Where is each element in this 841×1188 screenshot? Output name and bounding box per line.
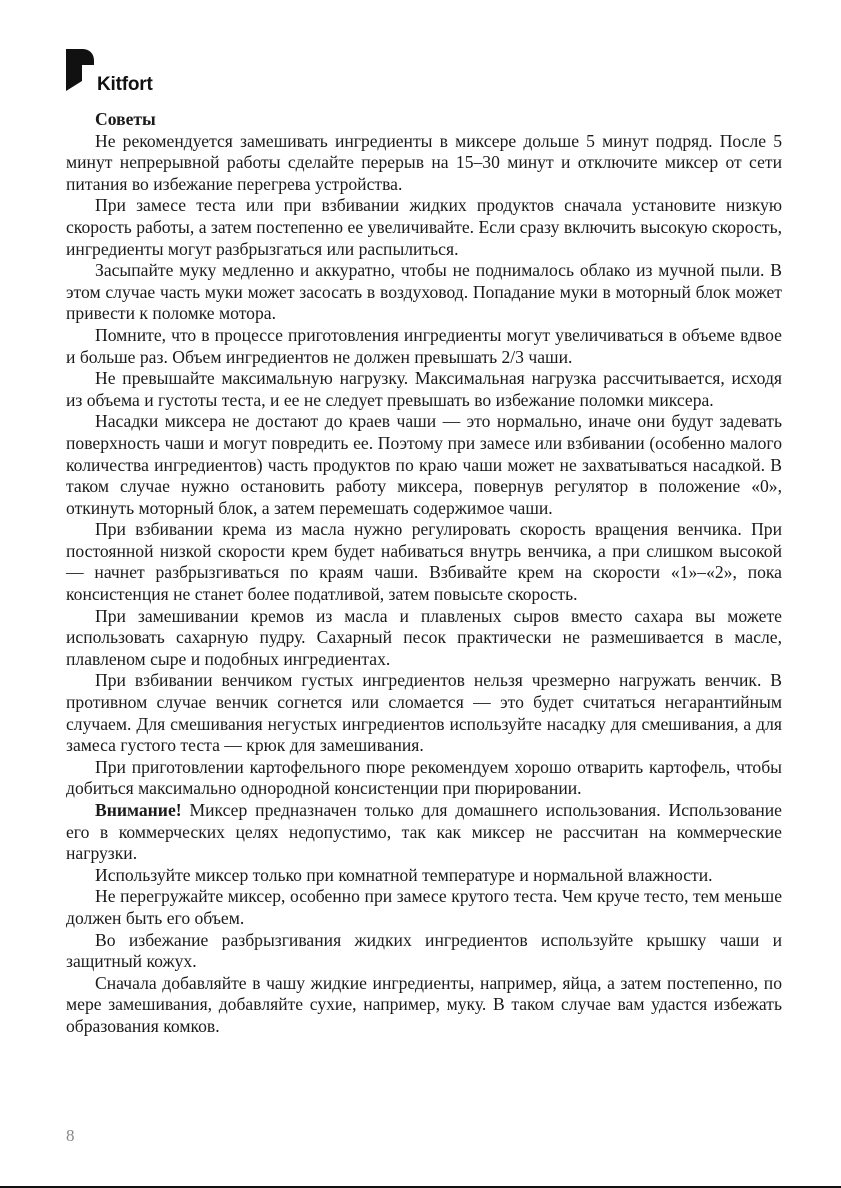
warning-paragraph	[66, 800, 782, 865]
paragraph: Сначала добавляйте в чашу жидкие ингредиенты, например, яйца, а затем постепенно, по мере замешивания, добавляйте сухие, например, муку. В таком случае вам удастся избежать образования комков.	[66, 972, 782, 1036]
paragraph: Засыпайте муку медленно и аккуратно, чтобы не поднималось облако из мучной пыли. В этом случае часть муки может засосать в воздуховод. Попадание муки в моторный блок может привести к поломке мотора.	[66, 260, 782, 324]
paragraph: Насадки миксера не достают до краев чаши — это нормально, иначе они будут задевать поверхность чаши и могут повредить ее. Поэтому при замесе или взбивании (особенно малого количества ингредиентов) часть продуктов по краю чаши может не захватываться насадкой. В таком случае нужно остановить работу миксера, повернув регулятор в положение «0», откинуть моторный блок, а затем перемешать содержимое чаши.	[66, 411, 782, 518]
section-title: Советы	[95, 109, 156, 129]
paragraph: При замешивании кремов из масла и плавленых сыров вместо сахара вы можете использовать сахарную пудру. Сахарный песок практически не размешивается в масле, плавленом сыре и подобных ингредиентах.	[66, 605, 782, 669]
paragraph: При взбивании венчиком густых ингредиентов нельзя чрезмерно нагружать венчик. В противном случае венчик согнется или сломается — это будет считаться негарантийным случаем. Для смешивания негустых ингредиентов используйте насадку для смешивания, а для замеса густого теста — крюк для замешивания.	[66, 670, 782, 756]
paragraph: Во избежание разбрызгивания жидких ингредиентов используйте крышку чаши и защитный кожух.	[66, 929, 782, 972]
brand-name: Kitfort	[97, 74, 153, 95]
brand-logo	[64, 47, 153, 95]
document-body	[66, 109, 782, 1038]
warning-text: Миксер предназначен только для домашнего использования. Использование его в коммерческих целях недопустимо, так как миксер не рассчитан на коммерческие нагрузки.	[66, 800, 782, 864]
paragraph: При приготовлении картофельного пюре рекомендуем хорошо отварить картофель, чтобы добиться максимально однородной консистенции при пюрировании.	[66, 756, 782, 799]
kitfort-logo-icon	[64, 47, 96, 95]
page-number: 8	[66, 1126, 75, 1145]
paragraph: Не рекомендуется замешивать ингредиенты в миксере дольше 5 минут подряд. После 5 минут непрерывной работы сделайте перерыв на 15–30 минут и отключите миксер от сети питания во избежание перегрева устройства.	[66, 130, 782, 194]
paragraph: Используйте миксер только при комнатной температуре и нормальной влажности.	[95, 864, 713, 885]
paragraph: Не перегружайте миксер, особенно при замесе крутого теста. Чем круче тесто, тем меньше должен быть его объем.	[66, 886, 782, 928]
paragraph: Не превышайте максимальную нагрузку. Максимальная нагрузка рассчитывается, исходя из объема и густоты теста, и ее не следует превышать во избежание поломки миксера.	[66, 368, 782, 410]
paragraph: При замесе теста или при взбивании жидких продуктов сначала установите низкую скорость работы, а затем постепенно ее увеличивайте. Если сразу включить высокую скорость, ингредиенты могут разбрызгаться или распылиться.	[66, 195, 782, 259]
warning-label: Внимание!	[95, 800, 182, 820]
paragraph: При взбивании крема из масла нужно регулировать скорость вращения венчика. При постоянной низкой скорости крем будет набиваться внутрь венчика, а при слишком высокой — начнет разбрызгиваться по краям чаши. Взбивайте крем на скорости «1»–«2», пока консистенция не станет более податливой, затем повысьте скорость.	[66, 519, 782, 605]
paragraph: Помните, что в процессе приготовления ингредиенты могут увеличиваться в объеме вдвое и больше раз. Объем ингредиентов не должен превышать 2/3 чаши.	[66, 324, 782, 367]
